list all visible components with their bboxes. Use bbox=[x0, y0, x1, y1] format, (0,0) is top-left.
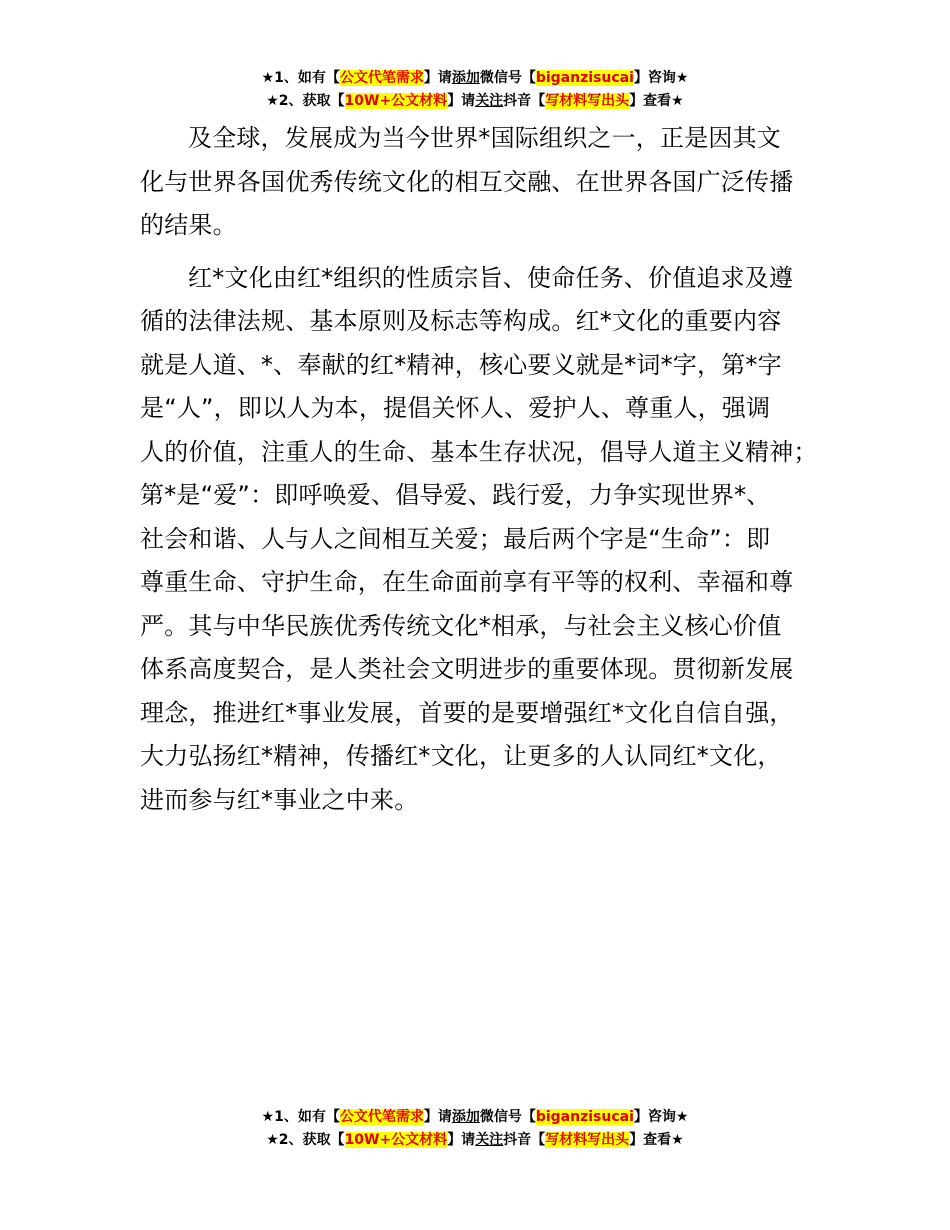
text-line: 化与世界各国优秀传统文化的相互交融、在世界各国广泛传播 bbox=[140, 167, 794, 196]
text-line: 严。其与中华民族优秀传统文化*相承，与社会主义核心价值 bbox=[140, 611, 782, 640]
banner-text: 】咨询★ bbox=[633, 1109, 689, 1125]
banner-text: 】查看★ bbox=[629, 93, 684, 109]
banner-text: ★2、获取【 bbox=[266, 1132, 345, 1148]
banner-text: 】查看★ bbox=[629, 1132, 684, 1148]
banner-highlight: 写材料写出头 bbox=[545, 93, 630, 109]
banner-text: 】请 bbox=[423, 70, 452, 86]
banner-underlined-text: 添加 bbox=[451, 70, 480, 86]
banner-highlight: 公文代笔需求 bbox=[339, 70, 424, 86]
banner-text: 抖音【 bbox=[503, 93, 546, 109]
header-banner bbox=[0, 67, 950, 113]
banner-text: 】请 bbox=[447, 93, 476, 109]
banner-text: 微信号【 bbox=[479, 1109, 536, 1125]
text-line: 社会和谐、人与人之间相互关爱；最后两个字是“生命”：即 bbox=[140, 524, 771, 553]
banner-underlined-text: 关注 bbox=[475, 93, 504, 109]
text-line: 的结果。 bbox=[140, 211, 237, 239]
banner-text: 】咨询★ bbox=[633, 70, 689, 86]
banner-highlight: 写材料写出头 bbox=[545, 1132, 630, 1148]
banner-underlined-text: 关注 bbox=[475, 1132, 504, 1148]
banner-line-1 bbox=[0, 1106, 950, 1129]
text-line: 尊重生命、守护生命，在生命面前享有平等的权利、幸福和尊 bbox=[140, 568, 794, 596]
banner-text: 微信号【 bbox=[479, 70, 536, 86]
banner-text: 抖音【 bbox=[503, 1132, 546, 1148]
text-line: 人的价值，注重人的生命、基本生存状况，倡导人道主义精神； bbox=[140, 437, 818, 466]
banner-text: ★1、如有【 bbox=[261, 70, 340, 86]
paragraph bbox=[140, 117, 840, 248]
text-line: 体系高度契合，是人类社会文明进步的重要体现。贯彻新发展 bbox=[140, 655, 794, 683]
banner-line-2 bbox=[0, 1129, 950, 1152]
paragraph bbox=[140, 257, 840, 823]
banner-highlight: biganzisucai bbox=[535, 70, 634, 86]
text-line: 第*是“爱”：即呼唤爱、倡导爱、践行爱，力争实现世界*、 bbox=[140, 481, 771, 509]
footer-banner bbox=[0, 1106, 950, 1152]
banner-line-2 bbox=[0, 90, 950, 113]
banner-text: 】请 bbox=[447, 1132, 476, 1148]
text-line: 就是人道、*、奉献的红*精神，核心要义就是*词*字，第*字 bbox=[140, 350, 782, 379]
text-line: 进而参与红*事业之中来。 bbox=[140, 785, 419, 814]
text-line: 及全球，发展成为当今世界*国际组织之一，正是因其文 bbox=[188, 124, 781, 152]
text-line: 是“人”，即以人为本，提倡关怀人、爱护人、尊重人，强调 bbox=[140, 394, 771, 422]
banner-highlight: 10W+公文材料 bbox=[344, 93, 448, 109]
text-line: 循的法律法规、基本原则及标志等构成。红*文化的重要内容 bbox=[140, 307, 782, 335]
banner-highlight: 公文代笔需求 bbox=[339, 1109, 424, 1125]
banner-text: ★2、获取【 bbox=[266, 93, 345, 109]
text-line: 理念，推进红*事业发展，首要的是要增强红*文化自信自强， bbox=[140, 698, 794, 727]
banner-text: 】请 bbox=[423, 1109, 452, 1125]
banner-highlight: biganzisucai bbox=[535, 1109, 634, 1125]
text-line: 大力弘扬红*精神，传播红*文化，让更多的人认同红*文化， bbox=[140, 742, 782, 770]
banner-highlight: 10W+公文材料 bbox=[344, 1132, 448, 1148]
banner-line-1 bbox=[0, 67, 950, 90]
banner-text: ★1、如有【 bbox=[261, 1109, 340, 1125]
banner-underlined-text: 添加 bbox=[451, 1109, 480, 1125]
text-line: 红*文化由红*组织的性质宗旨、使命任务、价值追求及遵 bbox=[188, 263, 794, 292]
document-body bbox=[140, 117, 840, 831]
